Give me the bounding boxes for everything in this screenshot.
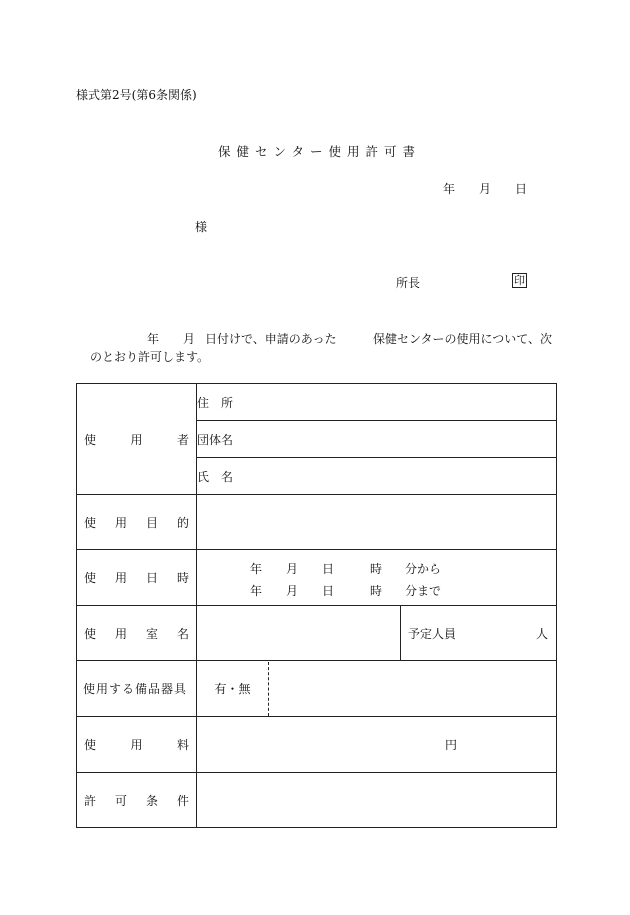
body-text-part1: 日付けで、申請のあった (205, 332, 337, 346)
group-cell[interactable] (197, 421, 557, 458)
to-hour: 時 (370, 583, 383, 598)
from-year: 年 (250, 561, 263, 576)
yen-unit: 円 (445, 738, 458, 752)
from-day: 日 (322, 561, 335, 576)
user-label-cell (77, 384, 197, 495)
from-suffix: 分から (405, 561, 442, 576)
fee-label-cell (77, 717, 197, 773)
to-suffix: 分まで (405, 583, 442, 598)
purpose-value-cell[interactable] (197, 495, 557, 550)
date-day: 日 (515, 182, 528, 196)
fee-value-cell[interactable] (197, 717, 557, 773)
date-year: 年 (443, 182, 456, 196)
purpose-label: 使 用 目 的 (84, 515, 189, 530)
addressee-suffix: 様 (195, 220, 208, 234)
user-label: 使 用 者 (84, 432, 189, 447)
address-cell[interactable] (197, 384, 557, 421)
datetime-value-cell[interactable] (197, 550, 557, 606)
fee-label: 使 用 料 (84, 738, 189, 752)
to-year: 年 (250, 583, 263, 598)
seal-mark: 印 (514, 274, 525, 287)
from-month: 月 (286, 561, 299, 576)
equipment-value-cell[interactable] (197, 661, 557, 717)
address-label: 住 所 (197, 395, 234, 410)
conditions-value-cell[interactable] (197, 773, 557, 828)
conditions-label: 許 可 条 件 (84, 793, 189, 808)
from-hour: 時 (370, 561, 383, 576)
planned-people-label: 予定人員 (408, 626, 457, 641)
name-cell[interactable] (197, 458, 557, 495)
equipment-details[interactable] (268, 662, 556, 716)
conditions-label-cell (77, 773, 197, 828)
room-label-cell (77, 606, 197, 661)
name-label: 氏 名 (197, 469, 234, 484)
datetime-label-cell (77, 550, 197, 606)
room-label: 使 用 室 名 (84, 626, 189, 641)
document-title: 保健センター使用許可書 (218, 144, 422, 159)
equipment-label-cell (77, 661, 197, 717)
to-day: 日 (322, 583, 335, 598)
to-month: 月 (286, 583, 299, 598)
room-value-cell[interactable] (197, 606, 401, 661)
permit-table (76, 383, 557, 828)
planned-people-cell[interactable] (401, 606, 557, 661)
people-unit: 人 (536, 626, 549, 641)
body-month: 月 (183, 332, 196, 346)
purpose-label-cell (77, 495, 197, 550)
body-text-part2: 保健センターの使用について、次 (373, 332, 553, 346)
body-year: 年 (147, 332, 160, 346)
group-label: 団体名 (197, 432, 234, 447)
equipment-availability[interactable]: 有・無 (214, 682, 251, 696)
equipment-label: 使用する備品器具 (83, 682, 188, 696)
body-text-line2: のとおり許可します。 (90, 350, 210, 364)
form-number: 様式第2号(第6条関係) (76, 88, 197, 102)
datetime-label: 使 用 日 時 (84, 571, 189, 585)
date-month: 月 (479, 182, 492, 196)
director-label: 所長 (396, 276, 421, 290)
